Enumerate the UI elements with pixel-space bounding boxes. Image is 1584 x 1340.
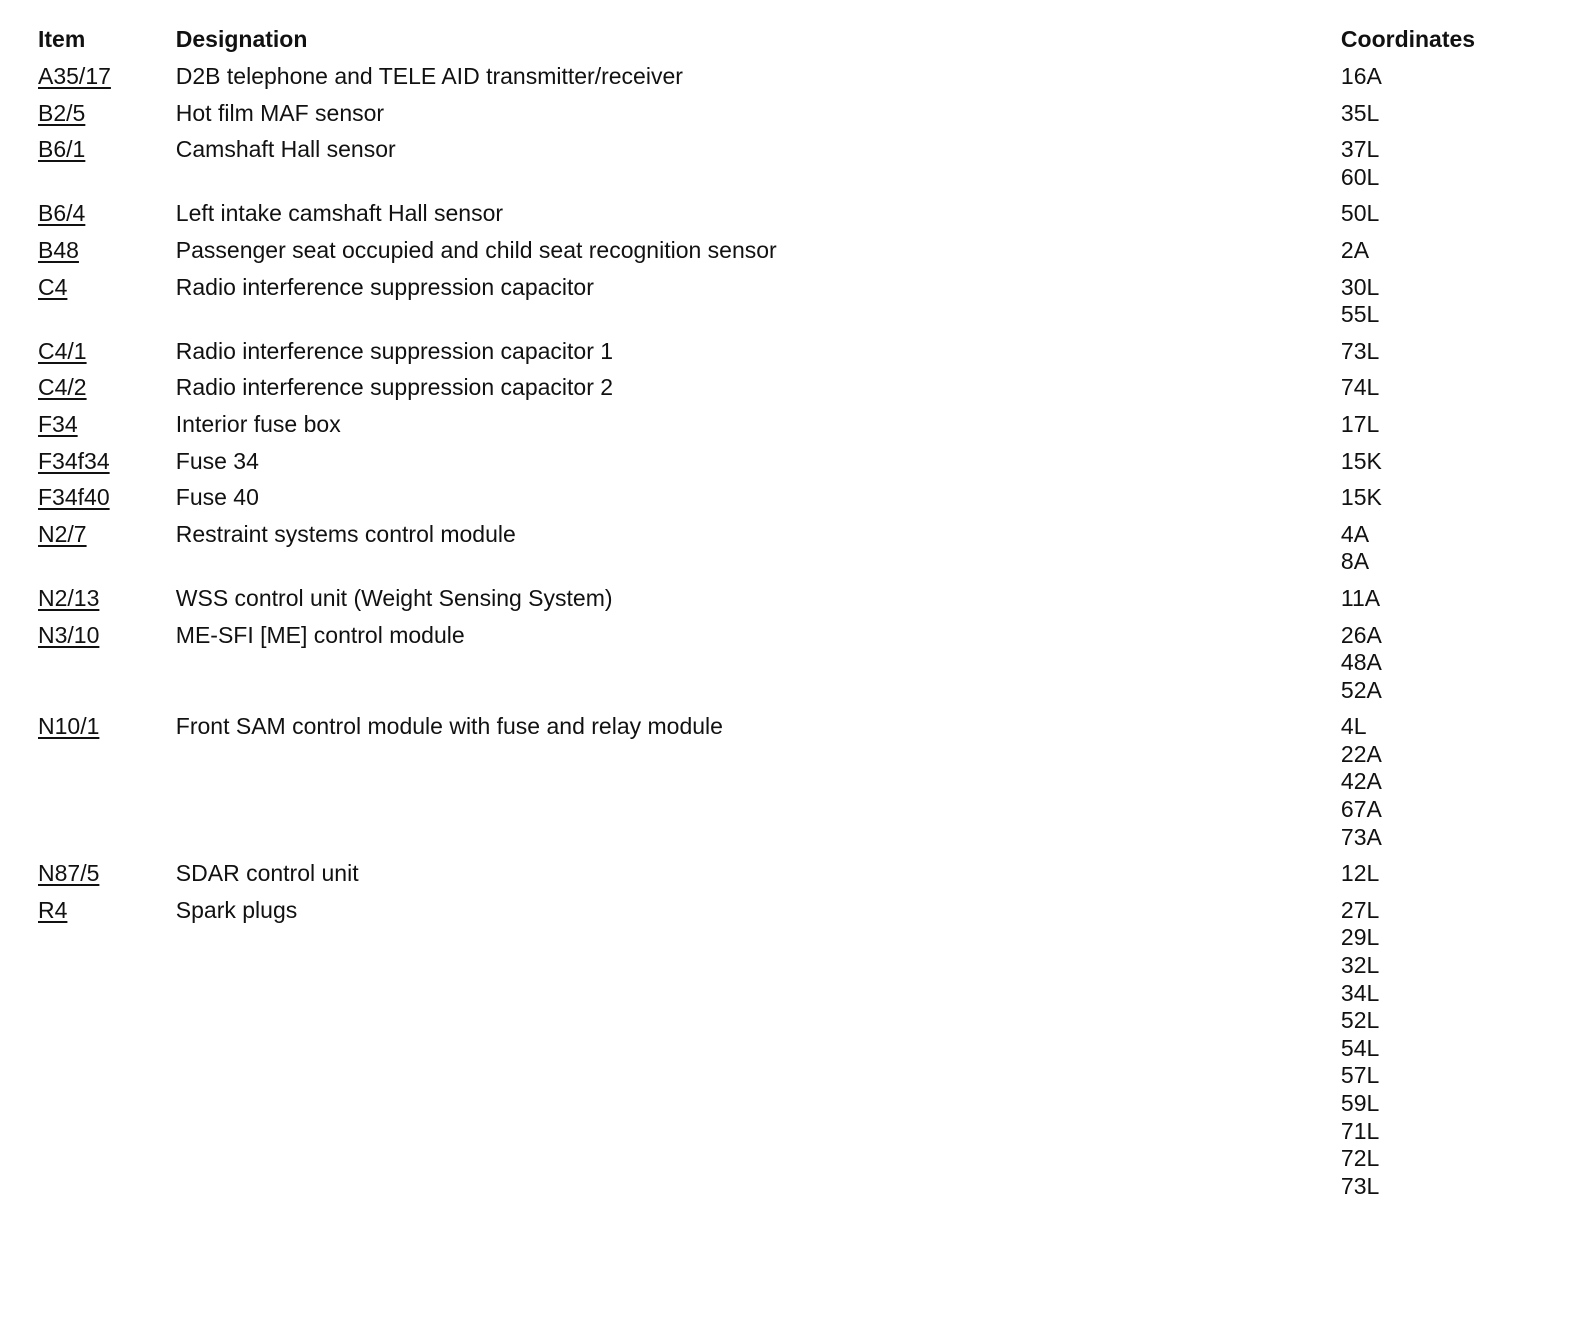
- coordinate-value: 15K: [1340, 447, 1382, 474]
- coordinate-value: 52A: [1340, 676, 1382, 703]
- coordinate-value: 73A: [1340, 823, 1382, 850]
- table-row: [28, 856, 1568, 893]
- coordinate-value: 11A: [1340, 584, 1381, 611]
- coordinate-value: 54L: [1340, 1034, 1380, 1061]
- coordinate-value: 29L: [1340, 924, 1380, 951]
- coordinate-value: 55L: [1340, 301, 1380, 328]
- coordinate-value: 32L: [1340, 952, 1380, 979]
- table-row: [28, 59, 1568, 96]
- table-header: [28, 18, 1568, 59]
- item-cell: [28, 370, 166, 407]
- item-link[interactable]: B48: [38, 236, 79, 263]
- table-row: [28, 132, 1568, 196]
- designation-cell: Left intake camshaft Hall sensor: [175, 200, 504, 227]
- item-link[interactable]: N87/5: [38, 860, 100, 887]
- item-link[interactable]: B2/5: [38, 99, 86, 126]
- item-cell: [28, 334, 166, 371]
- item-cell: [28, 856, 166, 893]
- coordinate-value: 4L: [1340, 713, 1367, 740]
- item-cell: [28, 96, 166, 133]
- designation-cell: Spark plugs: [175, 896, 298, 923]
- table-row: [28, 407, 1568, 444]
- table-row: [28, 444, 1568, 481]
- coordinates-cell: [1331, 709, 1568, 856]
- header-row: [28, 18, 1568, 59]
- item-link[interactable]: N2/7: [38, 520, 87, 547]
- coordinate-value: 37L: [1340, 136, 1380, 163]
- coordinate-value: 26A: [1340, 621, 1382, 648]
- item-link[interactable]: R4: [38, 896, 68, 923]
- coordinates-cell: [1331, 132, 1568, 196]
- designation-cell: ME-SFI [ME] control module: [175, 621, 465, 648]
- designation-cell: SDAR control unit: [175, 860, 359, 887]
- coordinate-value: 52L: [1340, 1007, 1380, 1034]
- item-cell: [28, 233, 166, 270]
- coordinates-cell: [1331, 96, 1568, 133]
- coordinate-value: 12L: [1340, 860, 1380, 887]
- item-link[interactable]: A35/17: [38, 63, 111, 89]
- item-cell: [28, 407, 166, 444]
- coordinate-value: 22A: [1340, 740, 1382, 767]
- item-cell: [28, 270, 166, 334]
- coordinate-value: 8A: [1340, 548, 1370, 575]
- coordinates-cell: [1331, 270, 1568, 334]
- designation-cell: D2B telephone and TELE AID transmitter/receiver: [175, 63, 683, 89]
- coordinate-value: 30L: [1340, 273, 1380, 300]
- coordinates-cell: [1331, 407, 1568, 444]
- coordinate-value: 4A: [1340, 520, 1370, 547]
- coordinates-cell: [1331, 370, 1568, 407]
- designation-cell: Front SAM control module with fuse and relay module: [175, 713, 723, 740]
- item-cell: [28, 517, 166, 581]
- item-cell: [28, 132, 166, 196]
- table-row: [28, 709, 1568, 856]
- item-cell: [28, 59, 166, 96]
- coordinate-value: 42A: [1340, 768, 1382, 795]
- coordinate-value: 71L: [1340, 1117, 1380, 1144]
- table-row: [28, 618, 1568, 710]
- item-link[interactable]: C4: [38, 273, 68, 300]
- item-cell: [28, 581, 166, 618]
- designation-cell: Radio interference suppression capacitor: [175, 273, 594, 300]
- item-link[interactable]: B6/4: [38, 200, 86, 227]
- coordinate-value: 73L: [1340, 1172, 1380, 1199]
- header-coordinates: Coordinates: [1340, 26, 1476, 52]
- coordinate-value: 16A: [1340, 63, 1382, 89]
- coordinate-value: 48A: [1340, 649, 1382, 676]
- coordinates-cell: [1331, 618, 1568, 710]
- item-link[interactable]: N2/13: [38, 584, 100, 611]
- table-row: [28, 517, 1568, 581]
- coordinate-value: 15K: [1340, 484, 1382, 511]
- table-row: [28, 370, 1568, 407]
- header-designation: Designation: [175, 26, 308, 52]
- coordinate-value: 60L: [1340, 163, 1380, 190]
- coordinates-cell: [1331, 517, 1568, 581]
- item-cell: [28, 480, 166, 517]
- coordinate-value: 59L: [1340, 1090, 1380, 1116]
- designation-cell: Interior fuse box: [175, 410, 341, 437]
- coordinates-cell: [1331, 444, 1568, 481]
- coordinate-value: 74L: [1340, 374, 1380, 401]
- coordinate-value: 34L: [1340, 979, 1380, 1006]
- item-link[interactable]: F34: [38, 410, 78, 437]
- coordinates-cell: [1331, 334, 1568, 371]
- item-cell: [28, 618, 166, 710]
- coordinates-cell: [1331, 856, 1568, 893]
- coordinate-value: 72L: [1340, 1145, 1380, 1172]
- table-row: [28, 270, 1568, 334]
- coordinate-value: 67A: [1340, 796, 1382, 823]
- table-row: [28, 334, 1568, 371]
- designation-cell: Hot film MAF sensor: [175, 99, 385, 126]
- coordinate-value: 27L: [1340, 896, 1380, 923]
- table-body: [28, 59, 1568, 1205]
- coordinate-value: 2A: [1340, 236, 1370, 263]
- item-cell: [28, 893, 166, 1206]
- item-cell: [28, 709, 166, 856]
- header-item: Item: [38, 26, 86, 52]
- coordinates-cell: [1331, 196, 1568, 233]
- component-legend-table: [28, 18, 1568, 1205]
- designation-cell: WSS control unit (Weight Sensing System): [175, 584, 613, 611]
- coordinate-value: 73L: [1340, 337, 1380, 364]
- coordinates-cell: [1331, 581, 1568, 618]
- designation-cell: Radio interference suppression capacitor 2: [175, 374, 614, 401]
- item-link[interactable]: C4/2: [38, 374, 87, 401]
- item-cell: [28, 196, 166, 233]
- coordinate-value: 17L: [1340, 410, 1380, 437]
- coordinates-cell: [1331, 233, 1568, 270]
- table-row: [28, 893, 1568, 1206]
- coordinate-value: 50L: [1340, 200, 1380, 227]
- designation-cell: Camshaft Hall sensor: [175, 136, 396, 163]
- table-row: [28, 581, 1568, 618]
- coordinates-cell: [1331, 59, 1568, 96]
- table-row: [28, 233, 1568, 270]
- item-link[interactable]: B6/1: [38, 136, 86, 163]
- designation-cell: Fuse 40: [175, 484, 259, 511]
- coordinates-cell: [1331, 480, 1568, 517]
- item-link[interactable]: F34f34: [38, 447, 110, 474]
- item-link[interactable]: N10/1: [38, 713, 100, 740]
- item-cell: [28, 444, 166, 481]
- item-link[interactable]: N3/10: [38, 621, 100, 648]
- item-link[interactable]: F34f40: [38, 484, 110, 511]
- designation-cell: Fuse 34: [175, 447, 259, 474]
- coordinates-cell: [1331, 893, 1568, 1206]
- designation-cell: Passenger seat occupied and child seat recognition sensor: [175, 236, 777, 263]
- table-row: [28, 480, 1568, 517]
- table-row: [28, 196, 1568, 233]
- coordinate-value: 35L: [1340, 99, 1380, 126]
- designation-cell: Restraint systems control module: [175, 520, 516, 547]
- coordinate-value: 57L: [1340, 1062, 1380, 1089]
- designation-cell: Radio interference suppression capacitor 1: [175, 337, 614, 364]
- table-row: [28, 96, 1568, 133]
- item-link[interactable]: C4/1: [38, 337, 87, 364]
